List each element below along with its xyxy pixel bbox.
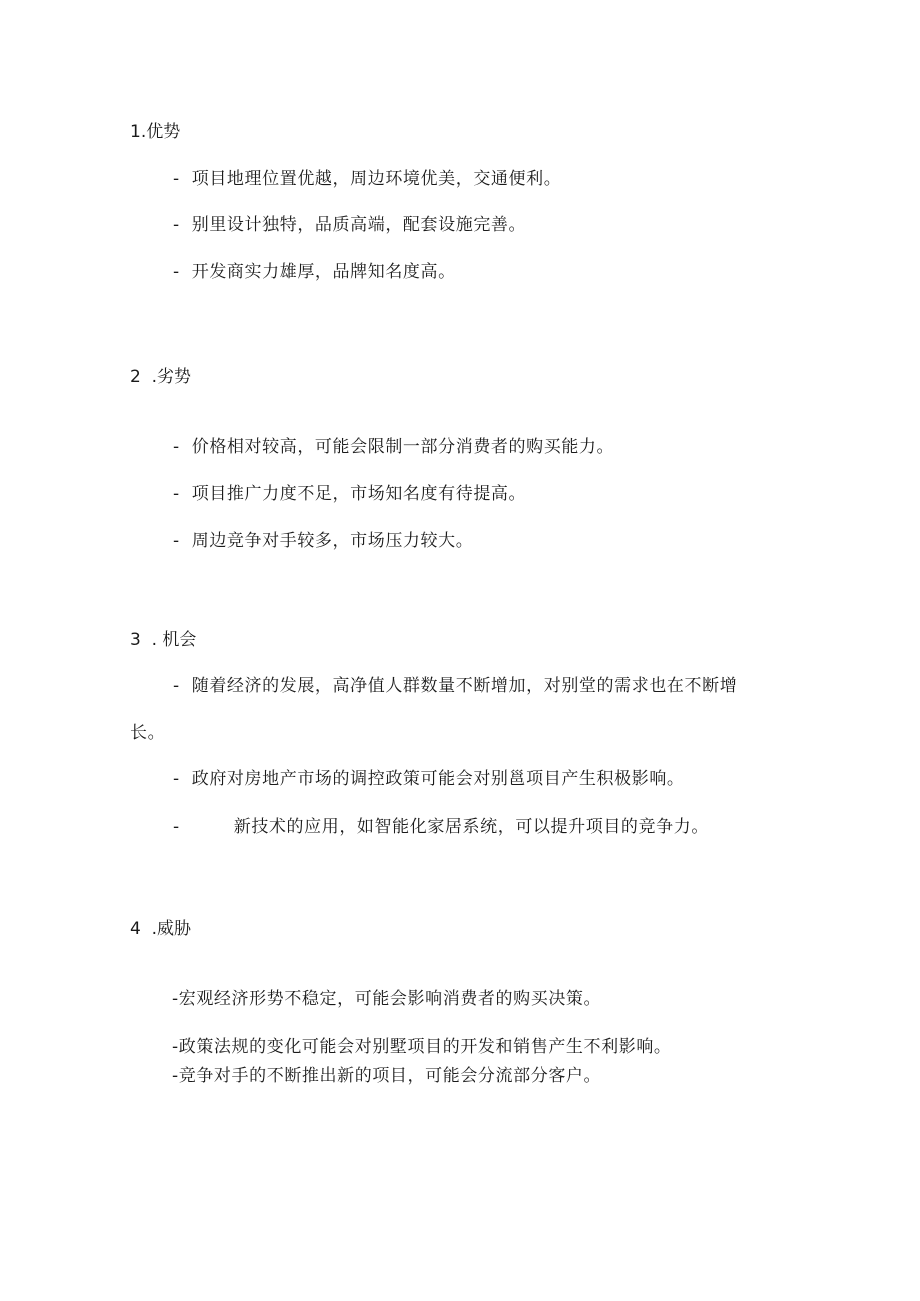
list-item xyxy=(173,436,614,458)
list-dash: - xyxy=(173,484,180,504)
list-item xyxy=(173,675,737,697)
list-dash: - xyxy=(173,262,180,282)
list-dash: - xyxy=(173,769,180,789)
list-item xyxy=(173,168,561,190)
section-heading-2: 2 .劣势 xyxy=(130,367,192,387)
list-dash: - xyxy=(172,1066,179,1086)
list-item xyxy=(173,261,456,283)
list-item-text: 宏观经济形势不稳定，可能会影响消费者的购买决策。 xyxy=(178,989,602,1009)
list-item-text: 政府对房地产市场的调控政策可能会对别邕项目产生积极影响。 xyxy=(191,769,685,789)
list-dash: - xyxy=(173,437,180,457)
section-heading-1: 1.优势 xyxy=(130,122,181,142)
list-item-text: 政策法规的变化可能会对别墅项目的开发和销售产生不利影响。 xyxy=(178,1037,672,1057)
list-item xyxy=(173,483,526,505)
list-dash: - xyxy=(172,989,179,1009)
list-item-text: 价格相对较高，可能会限制一部分消费者的购买能力。 xyxy=(191,437,615,457)
list-item-text: 开发商实力雄厚，品牌知名度高。 xyxy=(191,262,456,282)
list-dash: - xyxy=(173,817,180,837)
list-item xyxy=(173,530,473,552)
list-dash: - xyxy=(173,169,180,189)
list-item-text: 项目地理位置优越，周边环境优美，交通便利。 xyxy=(191,169,562,189)
section-heading-3: 3 . 机会 xyxy=(130,630,197,650)
list-dash: - xyxy=(173,215,180,235)
list-item-text: 新技术的应用，如智能化家居系统，可以提升项目的竞争力。 xyxy=(233,817,709,837)
list-item-continuation: 长。 xyxy=(130,723,166,743)
list-item-text: 竞争对手的不断推出新的项目，可能会分流部分客户。 xyxy=(178,1066,602,1086)
list-item-text: 别里设计独特，品质高端，配套设施完善。 xyxy=(191,215,527,235)
list-dash: - xyxy=(173,676,180,696)
list-item-text: 项目推广力度不足，市场知名度有待提高。 xyxy=(191,484,527,504)
list-item xyxy=(173,816,709,838)
list-item-text: 周边竞争对手较多，市场压力较大。 xyxy=(191,531,474,551)
list-item xyxy=(172,988,601,1010)
list-dash: - xyxy=(173,531,180,551)
list-item xyxy=(173,768,685,790)
list-item xyxy=(172,1065,601,1087)
list-dash: - xyxy=(172,1037,179,1057)
section-heading-4: 4 .威胁 xyxy=(130,919,192,939)
list-item-text: 随着经济的发展，高净值人群数量不断增加，对别堂的需求也在不断增 xyxy=(191,676,738,696)
list-item xyxy=(173,214,526,236)
list-item xyxy=(172,1036,672,1058)
